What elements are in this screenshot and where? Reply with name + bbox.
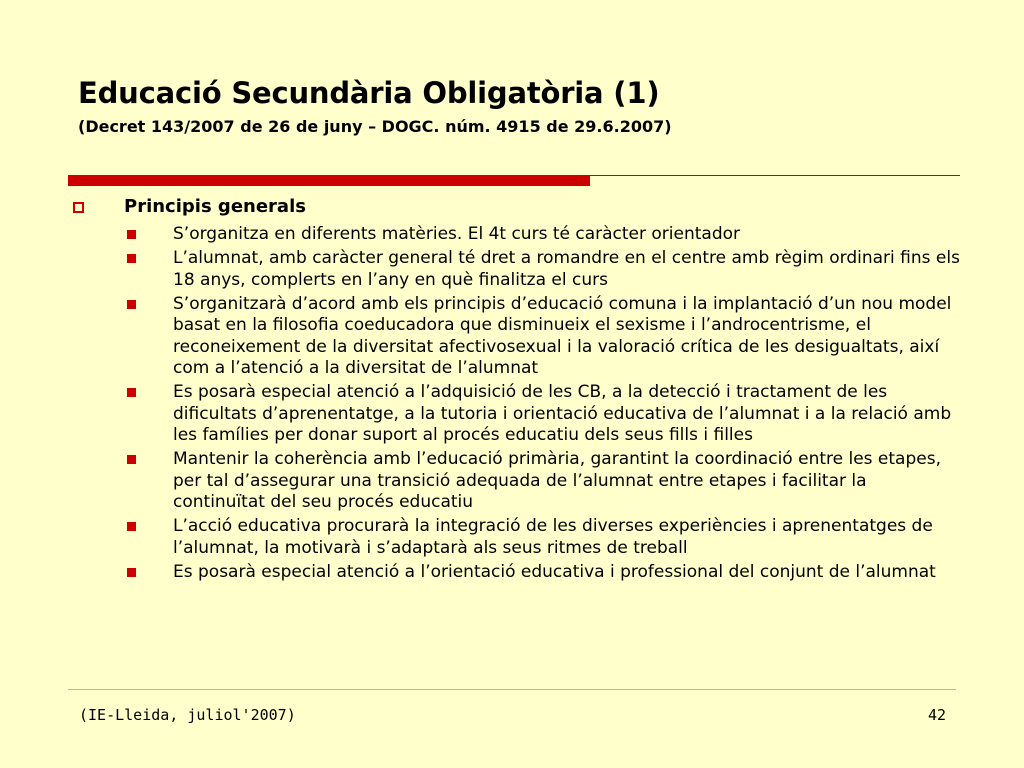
filled-square-bullet-icon [127,568,136,577]
filled-square-bullet-icon [127,522,136,531]
list-item-text: Es posarà especial atenció a l’adquisició de les CB, a la detecció i tractament de les dificultats d’aprenentatge, a la tutoria i orientació educativa de l’alumnat i a la relació amb les famílies per donar suport al procés educatiu dels seus fills i filles [173,382,952,445]
hollow-square-bullet-icon [73,202,84,213]
filled-square-bullet-icon [127,254,136,263]
list-item-text: Es posarà especial atenció a l’orientació educativa i professional del conjunt de l’alumnat [173,561,936,582]
filled-square-bullet-icon [127,300,136,309]
filled-square-bullet-icon [127,230,136,239]
bullet-list [0,224,1024,586]
list-item [0,516,963,559]
filled-square-bullet-icon [127,388,136,397]
slide-title: Educació Secundària Obligatòria (1) [78,76,660,110]
list-item [0,248,963,291]
filled-square-bullet-icon [127,455,136,464]
list-item [0,382,963,447]
list-item-text: S’organitzarà d’acord amb els principis d’educació comuna i la implantació d’un nou model basat en la filosofia coeducadora que disminueix el sexisme i l’androcentrisme, el reconeixement de la diversitat afectivosexual i la valoració crítica de les desigualtats, així com a l’atenció a la diversitat de l’alumnat [173,293,952,378]
list-item-text: S’organitza en diferents matèries. El 4t curs té caràcter orientador [173,224,741,244]
title-divider-thick [68,175,590,186]
list-item [0,224,963,246]
list-item [0,562,963,584]
list-item-text: L’acció educativa procurarà la integració de les diverses experiències i aprenentatges de l’alumnat, la motivarà i s’adaptarà als seus ritmes de treball [173,516,933,558]
page-number: 42 [927,706,946,724]
list-item [0,294,963,380]
slide-subtitle: (Decret 143/2007 de 26 de juny – DOGC. núm. 4915 de 29.6.2007) [78,117,672,136]
footer-divider [68,689,956,690]
list-item-text: L’alumnat, amb caràcter general té dret a romandre en el centre amb règim ordinari fins els 18 anys, complerts en l’any en què finalitza el curs [173,248,960,290]
footer-source: (IE-Lleida, juliol'2007) [79,706,296,724]
list-item-text: Mantenir la coherència amb l’educació primària, garantint la coordinació entre les etapes, per tal d’assegurar una transició adequada de l’alumnat entre etapes i facilitar la continuïtat del seu procés educatiu [173,449,941,512]
list-item [0,449,963,514]
title-divider-thin [590,175,960,176]
section-heading: Principis generals [124,196,306,217]
